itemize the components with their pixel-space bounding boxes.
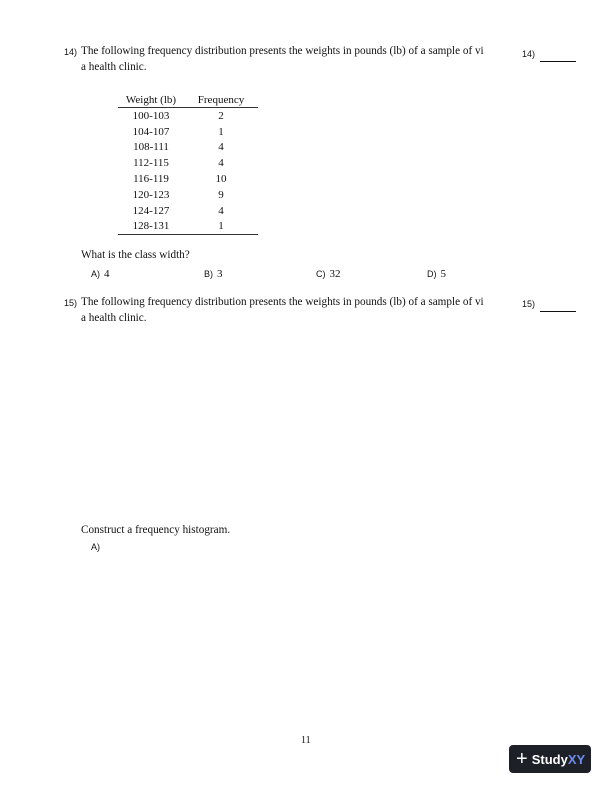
option-c-value: 32 xyxy=(329,268,341,280)
option-b[interactable] xyxy=(204,264,223,282)
weight-cell: 120-123 xyxy=(132,188,170,201)
column-header-weight: Weight (lb) xyxy=(118,93,184,108)
weight-cell: 116-119 xyxy=(133,173,169,186)
answer-15-label: 15) xyxy=(522,299,536,309)
question-14-text-line1: The following frequency distribution presents the weights in pounds (lb) of a sample of vi xyxy=(81,45,484,57)
option-d[interactable] xyxy=(427,264,446,282)
frequency-cell: 4 xyxy=(218,157,224,170)
question-14-text-line2: a health clinic. xyxy=(81,61,147,73)
table-row xyxy=(118,124,258,140)
question-15-number: 15) xyxy=(64,298,78,308)
option-c[interactable] xyxy=(316,264,341,282)
weight-cell: 124-127 xyxy=(132,204,170,217)
option-d-letter: D) xyxy=(427,269,437,279)
page-number: 11 xyxy=(301,735,311,746)
table-row xyxy=(118,108,258,124)
frequency-cell: 2 xyxy=(218,109,224,122)
weight-cell: 108-111 xyxy=(133,141,169,154)
weight-cell: 100-103 xyxy=(132,109,170,122)
frequency-cell: 4 xyxy=(218,141,224,154)
frequency-cell: 10 xyxy=(215,173,227,186)
frequency-cell: 1 xyxy=(218,125,224,138)
question-15-text-line1: The following frequency distribution presents the weights in pounds (lb) of a sample of vi xyxy=(81,296,484,308)
question-14-number: 14) xyxy=(64,47,78,57)
frequency-cell: 4 xyxy=(218,204,224,217)
column-header-frequency: Frequency xyxy=(184,93,258,108)
table-row xyxy=(118,140,258,156)
table-row xyxy=(118,187,258,203)
option-b-value: 3 xyxy=(217,268,223,280)
question-15-text-line2: a health clinic. xyxy=(81,312,147,324)
studyxy-badge[interactable] xyxy=(509,745,591,773)
frequency-cell: 1 xyxy=(184,219,258,235)
option-a-15[interactable]: A) xyxy=(91,542,100,552)
option-d-value: 5 xyxy=(440,268,446,280)
option-b-letter: B) xyxy=(204,269,213,279)
option-a-letter: A) xyxy=(91,269,100,279)
brand-name: Study xyxy=(531,751,568,767)
table-row xyxy=(118,203,258,219)
answer-14-blank[interactable] xyxy=(540,61,576,62)
weight-cell: 128-131 xyxy=(118,219,184,235)
table-row xyxy=(118,219,258,235)
question-14-prompt: What is the class width? xyxy=(81,249,190,261)
option-a-value: 4 xyxy=(104,268,110,280)
weight-cell: 112-115 xyxy=(133,157,169,170)
table-row xyxy=(118,171,258,187)
weight-cell: 104-107 xyxy=(132,125,170,138)
table-row xyxy=(118,155,258,171)
frequency-cell: 9 xyxy=(218,188,224,201)
option-c-letter: C) xyxy=(316,269,326,279)
answer-14-label: 14) xyxy=(522,49,536,59)
plus-icon: + xyxy=(516,748,528,770)
answer-15-blank[interactable] xyxy=(540,311,576,312)
question-15-prompt: Construct a frequency histogram. xyxy=(81,524,231,536)
brand-accent: XY xyxy=(567,751,586,767)
frequency-table xyxy=(118,93,258,235)
option-a[interactable] xyxy=(91,264,110,282)
